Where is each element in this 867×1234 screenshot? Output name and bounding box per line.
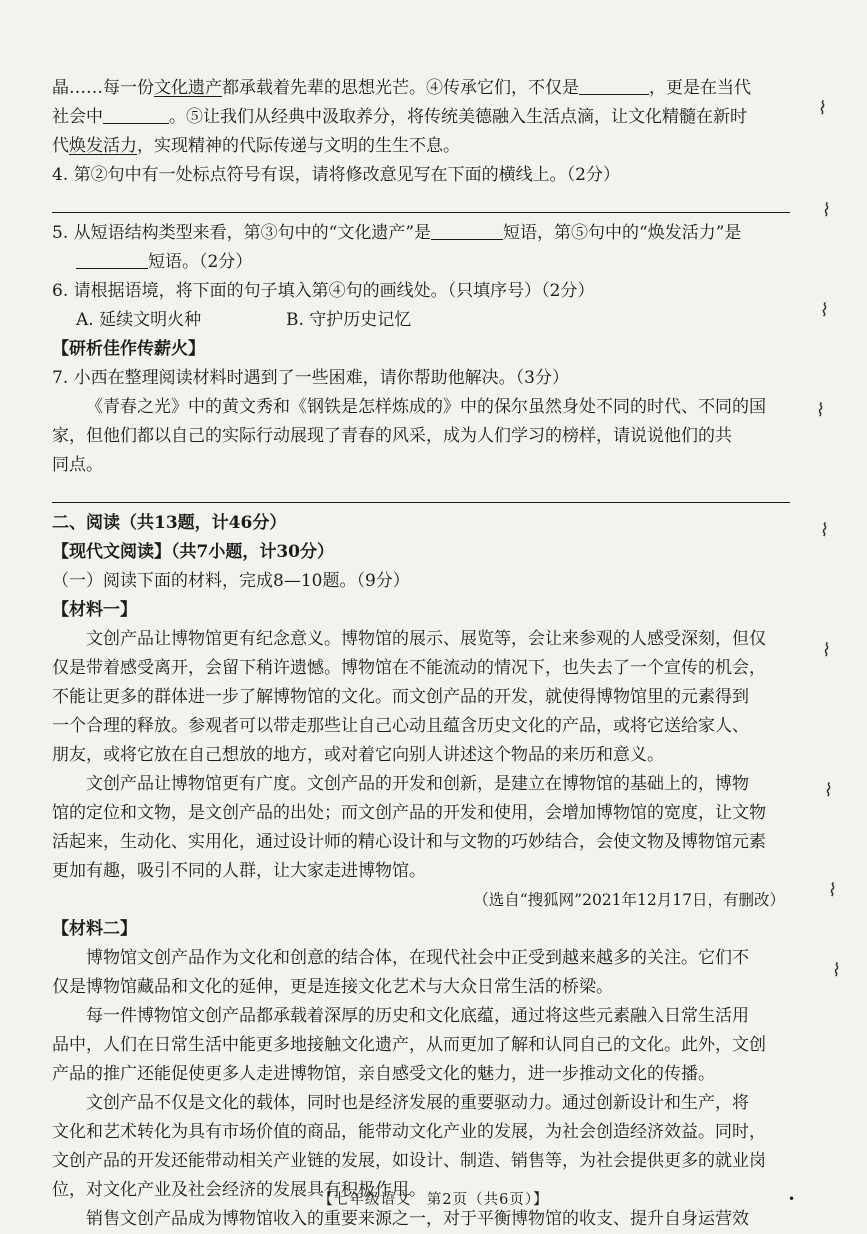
material-2-text: 产品的推广还能促使更多人走进博物馆，亲自感受文化的魅力，进一步推动文化的传播。 [52, 1064, 715, 1084]
answer-line-q7[interactable] [52, 484, 790, 503]
option-a: A. 延续文明火种 [76, 310, 202, 330]
page-footer: 【七年级语文 第2页（共6页）】 [318, 1192, 549, 1208]
question-5-line-2: 短语。（2分） [52, 248, 797, 277]
material-2-text: 每一件博物馆文创产品都承载着深厚的历史和文化底蕴，通过将这些元素融入日常生活用 [86, 1006, 749, 1026]
question-7-body: 同点。 [52, 455, 103, 475]
material-1-text: 不能让更多的群体进一步了解博物馆的文化。而文创产品的开发，就使得博物馆里的元素得到 [52, 687, 749, 707]
material-2-text: 文创产品不仅是文化的载体，同时也是经济发展的重要驱动力。通过创新设计和生产，将 [86, 1093, 749, 1113]
material-2-title: 【材料二】 [52, 919, 137, 939]
fill-blank[interactable] [431, 221, 503, 240]
material-2-text: 文化和艺术转化为具有市场价值的商品，能带动文化产业的发展，为社会创造经济效益。同时， [52, 1122, 766, 1142]
material-1-text: 文创产品让博物馆更有广度。文创产品的开发和创新，是建立在博物馆的基础上的，博物 [86, 774, 749, 794]
handwritten-margin-notes: ⌇ ⌇ ⌇ ⌇ ⌇ ⌇ ⌇ ⌇ ⌇ [814, 97, 843, 982]
answer-line-q4[interactable] [52, 194, 790, 213]
material-1-source: （选自“搜狐网”2021年12月17日，有删改） [473, 891, 785, 909]
intro-line-2: 社会中 。⑤让我们从经典中汲取养分，将传统美德融入生活点滴，让文化精髓在新时 [52, 107, 747, 127]
underlined-term: 文化遗产 [154, 78, 222, 98]
material-2-text: 位，对文化产业及社会经济的发展具有积极作用。 [52, 1180, 426, 1200]
intro-line-1: 晶……每一份文化遗产都承载着先辈的思想光芒。④传承它们，不仅是 ，更是在当代 [52, 78, 751, 98]
material-2-text: 销售文创产品成为博物馆收入的重要来源之一，对于平衡博物馆的收支、提升自身运营效 [86, 1209, 749, 1229]
question-6: 6. 请根据语境，将下面的句子填入第④句的画线处。（只填序号）（2分） [52, 281, 595, 301]
material-1-text: 活起来，生动化、实用化，通过设计师的精心设计和与文物的巧妙结合，会使文物及博物馆元素 [52, 832, 766, 852]
material-1-title: 【材料一】 [52, 600, 137, 620]
material-1-text: 朋友，或将它放在自己想放的地方，或对着它向别人讲述这个物品的来历和意义。 [52, 745, 664, 765]
section-heading-yanxi: 【研析佳作传薪火】 [52, 339, 205, 359]
fill-blank[interactable] [76, 250, 148, 269]
exam-page [52, 74, 797, 1234]
material-1-text: 馆的定位和文物，是文创产品的出处；而文创产品的开发和使用，会增加博物馆的宽度，让文物 [52, 803, 766, 823]
part-2-title: 二、阅读（共13题，计46分） [52, 513, 287, 533]
material-1-text: 一个合理的释放。参观者可以带走那些让自己心动且蕴含历史文化的产品，或将它送给家人、 [52, 716, 749, 736]
modern-reading-title: 【现代文阅读】（共7小题，计30分） [52, 542, 334, 562]
fill-blank[interactable] [579, 76, 649, 95]
question-7-body: 《青春之光》中的黄文秀和《钢铁是怎样炼成的》中的保尔虽然身处不同的时代、不同的国 [86, 397, 766, 417]
intro-line-3: 代焕发活力，实现精神的代际传递与文明的生生不息。 [52, 136, 460, 156]
option-b: B. 守护历史记忆 [286, 310, 412, 330]
question-5-line-1: 5. 从短语结构类型来看，第③句中的“文化遗产”是 短语，第⑤句中的“焕发活力”是 [52, 223, 742, 243]
material-2-text: 文创产品的开发还能带动相关产业链的发展，如设计、制造、销售等，为社会提供更多的就业岗 [52, 1151, 766, 1171]
question-7: 7. 小西在整理阅读材料时遇到了一些困难，请你帮助他解决。（3分） [52, 368, 569, 388]
material-2-text: 品中，人们在日常生活中能更多地接触文化遗产，从而更加了解和认同自己的文化。此外，文创 [52, 1035, 766, 1055]
question-6-options [52, 306, 797, 335]
material-1-text: 更加有趣，吸引不同的人群，让大家走进博物馆。 [52, 861, 426, 881]
material-1-text: 文创产品让博物馆更有纪念意义。博物馆的展示、展览等，会让来参观的人感受深刻，但仅 [86, 629, 766, 649]
material-2-text: 仅是博物馆藏品和文化的延伸，更是连接文化艺术与大众日常生活的桥梁。 [52, 977, 613, 997]
corner-mark: • [788, 1192, 796, 1206]
fill-blank[interactable] [103, 105, 169, 124]
question-4: 4. 第②句中有一处标点符号有误，请将修改意见写在下面的横线上。（2分） [52, 165, 620, 185]
subsection-1-title: （一）阅读下面的材料，完成8—10题。（9分） [52, 571, 410, 591]
material-2-text: 博物馆文创产品作为文化和创意的结合体，在现代社会中正受到越来越多的关注。它们不 [86, 948, 749, 968]
question-7-body: 家，但他们都以自己的实际行动展现了青春的风采，成为人们学习的榜样，请说说他们的共 [52, 426, 732, 446]
underlined-term: 焕发活力 [69, 136, 137, 156]
material-1-text: 仅是带着感受离开，会留下稍许遗憾。博物馆在不能流动的情况下，也失去了一个宣传的机会， [52, 658, 766, 678]
